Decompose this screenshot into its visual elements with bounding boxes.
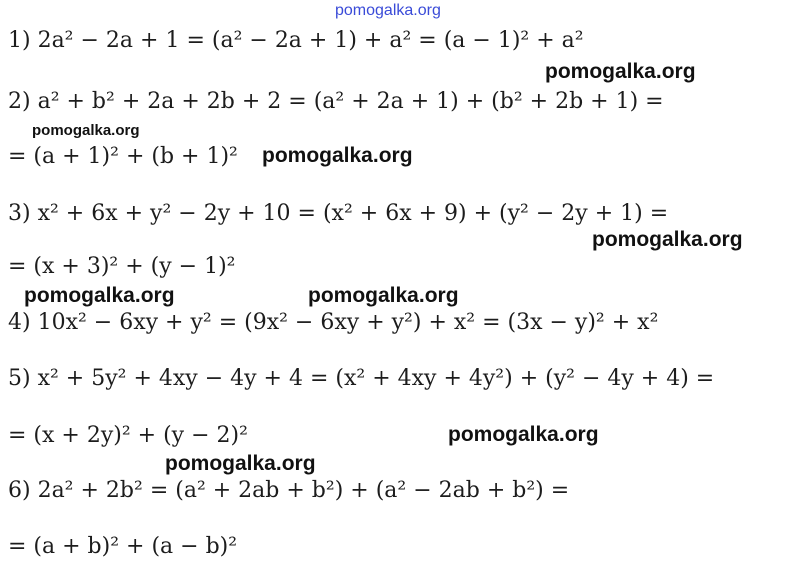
watermark: pomogalka.org xyxy=(308,284,459,307)
watermark: pomogalka.org xyxy=(448,423,599,446)
equation-line-1: 1) 2a² − 2a + 1 = (a² − 2a + 1) + a² = (a − 1)² + a² xyxy=(8,28,584,53)
watermark: pomogalka.org xyxy=(262,144,413,167)
equation-line-5b: = (x + 2y)² + (y − 2)² xyxy=(8,423,248,448)
equation-line-4: 4) 10x² − 6xy + y² = (9x² − 6xy + y²) + x² = (3x − y)² + x² xyxy=(8,310,659,335)
equation-line-3a: 3) x² + 6x + y² − 2y + 10 = (x² + 6x + 9) + (y² − 2y + 1) = xyxy=(8,201,669,226)
watermark: pomogalka.org xyxy=(545,60,696,83)
equation-line-6b: = (a + b)² + (a − b)² xyxy=(8,534,238,559)
watermark-top: pomogalka.org xyxy=(335,2,441,19)
equation-line-2a: 2) a² + b² + 2a + 2b + 2 = (a² + 2a + 1) + (b² + 2b + 1) = xyxy=(8,89,664,114)
equation-line-5a: 5) x² + 5y² + 4xy − 4y + 4 = (x² + 4xy + 4y²) + (y² − 4y + 4) = xyxy=(8,366,715,391)
watermark: pomogalka.org xyxy=(24,284,175,307)
watermark: pomogalka.org xyxy=(165,452,316,475)
equation-line-2b: = (a + 1)² + (b + 1)² xyxy=(8,144,238,169)
watermark: pomogalka.org xyxy=(592,228,743,251)
watermark-small: pomogalka.org xyxy=(32,122,140,139)
equation-line-3b: = (x + 3)² + (y − 1)² xyxy=(8,254,236,279)
equation-line-6a: 6) 2a² + 2b² = (a² + 2ab + b²) + (a² − 2ab + b²) = xyxy=(8,478,570,503)
